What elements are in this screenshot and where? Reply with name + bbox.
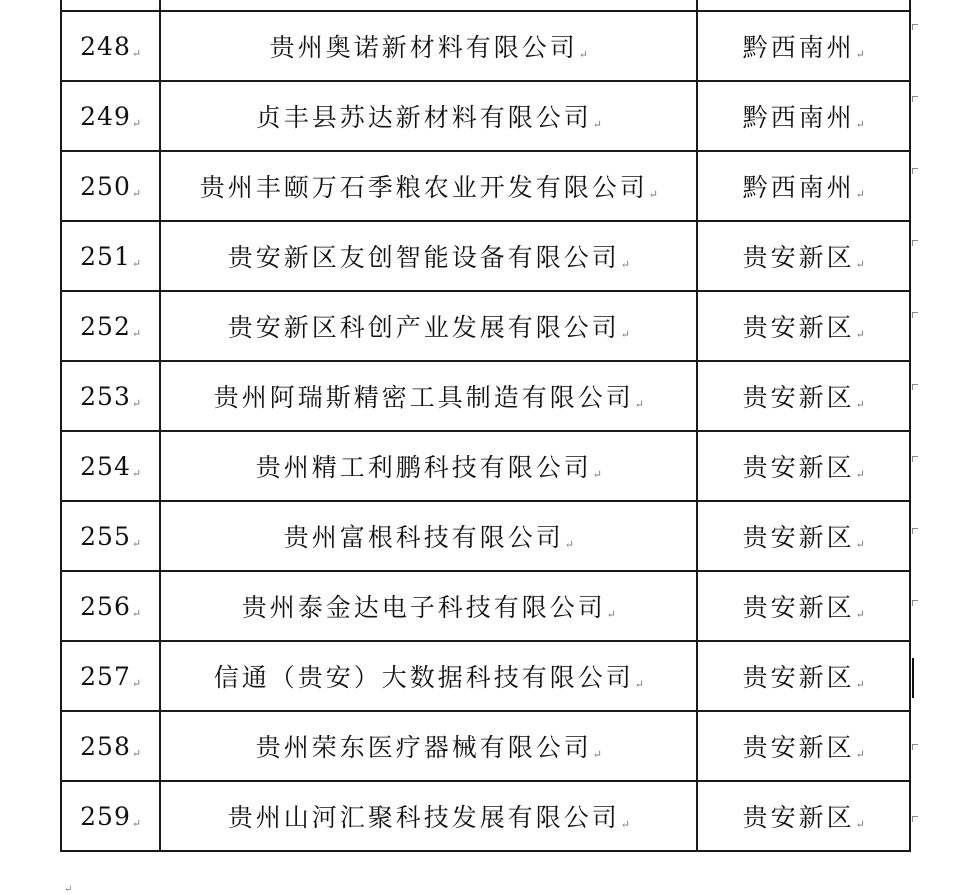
paragraph-mark-icon: ↵ [592,748,602,761]
row-number-cell [61,501,160,571]
region-name: 贵安新区 [742,593,855,622]
row-end-marker-icon [912,24,918,30]
region-cell [697,361,910,431]
row-number-cell [61,0,160,11]
row-number-cell [61,431,160,501]
row-number: 259 [80,801,131,831]
region-name: 贵安新区 [742,523,855,552]
company-name-cell [160,571,697,641]
text-cursor[interactable] [912,658,914,698]
row-number: 254 [80,451,131,481]
paragraph-mark-icon: ↵ [131,116,142,130]
table-row [61,641,910,711]
table-row [61,221,910,291]
paragraph-mark-icon: ↵ [634,398,644,411]
region-cell [697,81,910,151]
company-name: 贵州阿瑞斯精密工具制造有限公司 [213,383,634,412]
table-row [61,431,910,501]
region-cell [697,431,910,501]
row-number-cell [61,221,160,291]
company-name-cell [160,501,697,571]
company-name: 贵州富根科技有限公司 [283,523,564,552]
paragraph-mark-icon: ↵ [564,538,574,551]
row-end-marker-icon [912,240,918,246]
region-name: 黔西南州 [742,33,855,62]
paragraph-mark-icon: ↵ [855,748,865,761]
paragraph-mark-icon: ↵ [131,46,142,60]
region-cell [697,221,910,291]
row-number-cell [61,151,160,221]
paragraph-mark-icon: ↵ [592,118,602,131]
paragraph-mark-icon: ↵ [855,188,865,201]
region-name: 黔西南州 [742,173,855,202]
paragraph-mark-icon: ↵ [131,816,142,830]
paragraph-mark-icon: ↵ [855,398,865,411]
paragraph-mark-icon: ↵ [855,538,865,551]
row-number: 255 [80,521,131,551]
table-row [61,781,910,851]
row-number: 249 [80,101,131,131]
paragraph-mark-icon: ↵ [131,676,142,690]
paragraph-mark-icon: ↵ [131,186,142,200]
company-name-cell [160,291,697,361]
company-name-cell [160,431,697,501]
paragraph-mark-icon: ↵ [131,536,142,550]
paragraph-mark-icon: ↵ [131,256,142,270]
company-name: 贵州丰颐万石季粮农业开发有限公司 [199,173,648,202]
paragraph-mark-icon: ↵ [855,678,865,691]
region-cell [697,781,910,851]
paragraph-mark-icon: ↵ [855,258,865,271]
row-number: 252 [80,311,131,341]
region-name: 贵安新区 [742,453,855,482]
paragraph-mark-icon: ↵ [131,466,142,480]
row-number: 256 [80,591,131,621]
paragraph-mark-icon: ↵ [855,608,865,621]
paragraph-mark-icon: ↵ [855,118,865,131]
company-name: 贵安新区科创产业发展有限公司 [227,313,620,342]
paragraph-mark-icon: ↵ [620,328,630,341]
company-name-cell [160,0,697,11]
company-name-cell [160,81,697,151]
region-name: 贵安新区 [742,243,855,272]
row-number-cell [61,81,160,151]
row-number-cell [61,361,160,431]
region-name: 黔西南州 [742,103,855,132]
paragraph-mark-icon: ↵ [855,328,865,341]
company-name: 贞丰县苏达新材料有限公司 [255,103,592,132]
region-name: 贵安新区 [742,733,855,762]
company-name: 贵州精工利鹏科技有限公司 [255,453,592,482]
region-cell [697,291,910,361]
table-row [61,11,910,81]
row-end-marker-icon [912,600,918,606]
company-name-cell [160,361,697,431]
company-name: 信通（贵安）大数据科技有限公司 [213,663,634,692]
company-name: 贵州荣东医疗器械有限公司 [255,733,592,762]
region-cell [697,571,910,641]
row-end-marker-icon [912,96,918,102]
paragraph-mark-icon: ↵ [64,884,73,895]
company-name-cell [160,781,697,851]
paragraph-mark-icon: ↵ [131,606,142,620]
row-number-cell [61,781,160,851]
table-row [61,151,910,221]
table-row [61,711,910,781]
row-number-cell [61,571,160,641]
table-row [61,0,910,11]
region-cell [697,151,910,221]
paragraph-mark-icon: ↵ [855,48,865,61]
region-name: 贵安新区 [742,803,855,832]
paragraph-mark-icon: ↵ [606,608,616,621]
row-number-cell [61,291,160,361]
paragraph-mark-icon: ↵ [592,468,602,481]
region-name: 贵安新区 [742,313,855,342]
row-end-marker-icon [912,744,918,750]
row-number: 257 [80,661,131,691]
table-row [61,571,910,641]
row-end-marker-icon [912,384,918,390]
region-cell [697,11,910,81]
row-end-marker-icon [912,456,918,462]
paragraph-mark-icon: ↵ [131,396,142,410]
paragraph-mark-icon: ↵ [131,746,142,760]
paragraph-mark-icon: ↵ [578,48,588,61]
region-name: 贵安新区 [742,383,855,412]
paragraph-mark-icon: ↵ [634,678,644,691]
table-row [61,81,910,151]
row-number: 250 [80,171,131,201]
company-name-cell [160,151,697,221]
row-number: 258 [80,731,131,761]
region-cell [697,641,910,711]
paragraph-mark-icon: ↵ [620,258,630,271]
row-number-cell [61,711,160,781]
row-number: 248 [80,31,131,61]
row-number-cell [61,11,160,81]
company-name: 贵安新区友创智能设备有限公司 [227,243,620,272]
company-table [60,0,911,852]
company-name-cell [160,641,697,711]
row-number: 253 [80,381,131,411]
paragraph-mark-icon: ↵ [648,188,658,201]
table-row [61,501,910,571]
row-number: 251 [80,241,131,271]
row-end-marker-icon [912,528,918,534]
company-name-cell [160,221,697,291]
company-name-cell [160,11,697,81]
row-end-marker-icon [912,816,918,822]
region-cell [697,711,910,781]
row-end-marker-icon [912,168,918,174]
region-name: 贵安新区 [742,663,855,692]
company-name: 贵州山河汇聚科技发展有限公司 [227,803,620,832]
region-cell [697,501,910,571]
row-number-cell [61,641,160,711]
company-name: 贵州奥诺新材料有限公司 [269,33,578,62]
paragraph-mark-icon: ↵ [131,326,142,340]
row-end-marker-icon [912,312,918,318]
paragraph-mark-icon: ↵ [855,468,865,481]
region-cell [697,0,910,11]
paragraph-mark-icon: ↵ [855,818,865,831]
company-name-cell [160,711,697,781]
company-name: 贵州泰金达电子科技有限公司 [241,593,606,622]
paragraph-mark-icon: ↵ [620,818,630,831]
table-row [61,291,910,361]
table-row [61,361,910,431]
